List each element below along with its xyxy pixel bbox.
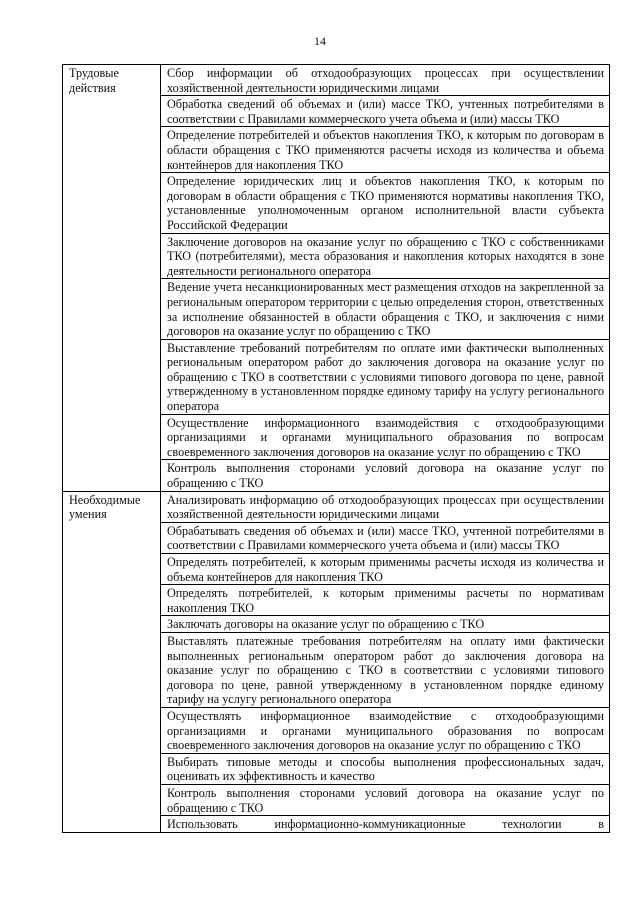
section-label: Трудовые действия <box>69 66 119 95</box>
item-text: Определение юридических лиц и объектов накопления ТКО, к которым по договорам в области обращения с ТКО применяются нормативы накопления ТКО, установленные уполномоченным органом исполнительной власти субъекта Российской Федерации <box>161 173 610 233</box>
item-text: Обрабатывать сведения об объемах и (или) массе ТКО, учтенной потребителями в соответствии с Правилами коммерческого учета объема и (или) массы ТКО <box>161 522 610 553</box>
item-text: Заключать договоры на оказание услуг по обращению с ТКО <box>161 616 610 633</box>
item-text: Сбор информации об отходообразующих процессах при осуществлении хозяйственной деятельности юридическими лицами <box>161 65 610 96</box>
item-text: Определять потребителей, к которым применимы расчеты по нормативам накопления ТКО <box>161 585 610 616</box>
item-text: Контроль выполнения сторонами условий договора на оказание услуг по обращению с ТКО <box>161 784 610 815</box>
table-row <box>63 65 610 96</box>
section-label-cell <box>63 491 161 832</box>
item-text: Осуществление информационного взаимодействия с отходообразующими организациями и органами муниципального образования по вопросам своевременного заключения договоров на оказание услуг по обращению с ТКО <box>161 414 610 460</box>
item-text: Определение потребителей и объектов накопления ТКО, к которым по договорам в области обращения с ТКО применяются расчеты исходя из количества и объема контейнеров для накопления ТКО <box>161 127 610 173</box>
item-text: Определять потребителей, к которым применимы расчеты исходя из количества и объема контейнеров для накопления ТКО <box>161 554 610 585</box>
item-text: Выставлять платежные требования потребителям на оплату ими фактически выполненных региональным оператором работ до заключения договора на оказание услуг по обращению с ТКО в соответствии с условиями типового договора по цене, равной утвержденному в установленном порядке единому тарифу на услугу регионального оператора <box>161 632 610 707</box>
competency-table-body <box>63 65 610 833</box>
item-text: Контроль выполнения сторонами условий договора на оказание услуг по обращению с ТКО <box>161 460 610 491</box>
item-text: Обработка сведений об объемах и (или) массе ТКО, учтенных потребителями в соответствии с Правилами коммерческого учета объема и (или) массы ТКО <box>161 96 610 127</box>
section-label-cell <box>63 65 161 492</box>
section-label: Необходимые умения <box>69 492 141 522</box>
item-text: Ведение учета несанкционированных мест размещения отходов на закрепленной за региональным оператором территории с целью определения сторон, ответственных за исполнение обязанностей в области обращения с ТКО, и заключения с ними договоров на оказание услуг по обращению с ТКО <box>161 279 610 339</box>
item-text: Использовать информационно-коммуникационные технологии в <box>161 816 610 833</box>
item-text: Выбирать типовые методы и способы выполнения профессиональных задач, оценивать их эффективность и качество <box>161 753 610 784</box>
item-text: Выставление требований потребителям по оплате ими фактически выполненных региональным оператором работ до заключения договора на оказание услуг по обращению с ТКО в соответствии с условиями типового договора по цене, равной утвержденному в установленном порядке единому тарифу на услугу регионального оператора <box>161 339 610 414</box>
item-text: Заключение договоров на оказание услуг по обращению с ТКО с собственниками ТКО (потребителями), места образования и накопления которых находятся в зоне деятельности регионального оператора <box>161 233 610 279</box>
page-number: 14 <box>314 34 326 48</box>
item-text: Осуществлять информационное взаимодействие с отходообразующими организациями и органами муниципального образования по вопросам своевременного заключения договоров на оказание услуг по обращению с ТКО <box>161 707 610 753</box>
item-text: Анализировать информацию об отходообразующих процессах при осуществлении хозяйственной деятельности юридическими лицами <box>161 491 610 522</box>
competency-table <box>62 64 610 833</box>
table-row <box>63 491 610 522</box>
